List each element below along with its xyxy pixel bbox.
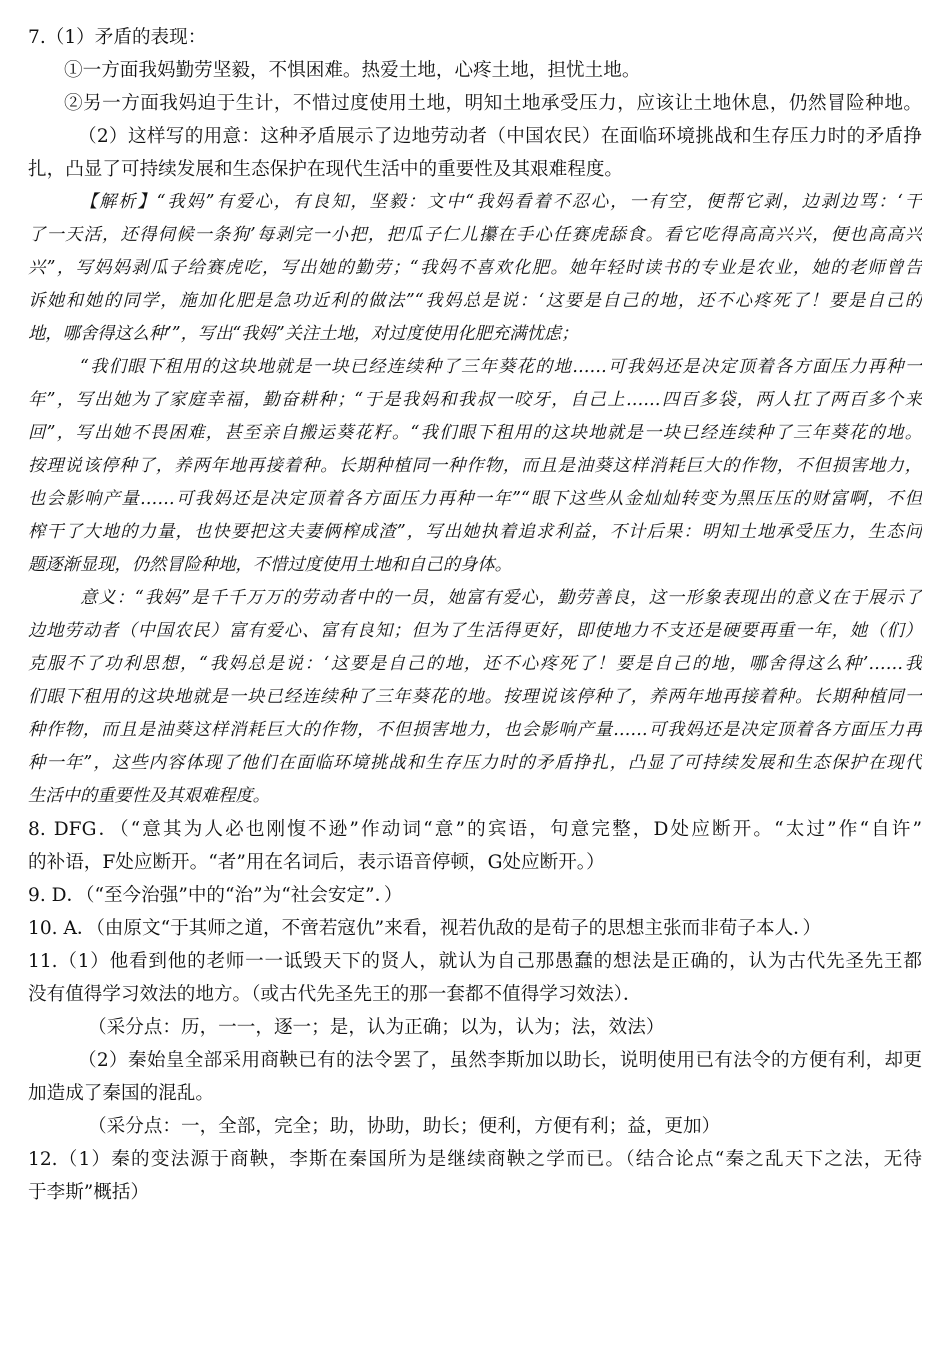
analysis-line: 边地劳动者（中国农民）富有爱心、富有良知；但为了生活得更好，即使地力不支还是硬要再重一年，她（们） xyxy=(28,621,922,641)
q11-line-2: 没有值得学习效法的地方。（或古代先圣先王的那一套都不值得学习效法）． xyxy=(28,984,642,1005)
analysis-line: 种一年”，这些内容体现了他们在面临环境挑战和生存压力时的矛盾挣扎，凸显了可持续发展和生态保护在现代 xyxy=(28,753,922,773)
q7-heading: 7.（1）矛盾的表现： xyxy=(28,27,207,48)
q8-line-1: 8. DFG．（“意其为人必也刚愎不逊”作动词“意”的宾语，句意完整，D处应断开。“太过”作“自许” xyxy=(28,819,922,840)
analysis-line: 意义：“我妈”是千千万万的劳动者中的一员，她富有爱心，勤劳善良，这一形象表现出的意义在于展示了 xyxy=(80,588,922,608)
question-9: 9. D．（“至今治强”中的“治”为“社会安定”．） xyxy=(28,885,403,906)
analysis-line: 克服不了功利思想，“我妈总是说：‘这要是自己的地，还不心疼死了！要是自己的地，哪舍得这么种’……我 xyxy=(28,654,922,674)
analysis-line: “我们眼下租用的这块地就是一块已经连续种了三年葵花的地……可我妈还是决定顶着各方面压力再种一 xyxy=(80,357,922,377)
q12-line-1: 12.（1）秦的变法源于商鞅，李斯在秦国所为是继续商鞅之学而已。（结合论点“秦之乱天下之法，无待 xyxy=(28,1149,922,1170)
analysis-line: 诉她和她的同学，施加化肥是急功近利的做法”“我妈总是说：‘这要是自己的地，还不心疼死了！要是自己的 xyxy=(28,291,922,311)
analysis-line: 种作物，而且是油葵这样消耗巨大的作物，不但损害地力，也会影响产量……可我妈还是决定顶着各方面压力再 xyxy=(28,720,922,740)
q12-line-2: 于李斯”概括） xyxy=(28,1182,150,1203)
q8-line-2: 的补语，F处应断开。“者”用在名词后，表示语音停顿，G处应断开。） xyxy=(28,852,605,873)
q7-point-2: ②另一方面我妈迫于生计，不惜过度使用土地，明知土地承受压力，应该让土地休息，仍然冒险种地。 xyxy=(64,93,922,114)
analysis-line: 兴”，写妈妈剥瓜子给赛虎吃，写出她的勤劳；“我妈不喜欢化肥。她年轻时读书的专业是农业，她的老师曾告 xyxy=(28,258,922,278)
question-7 xyxy=(28,26,922,181)
q11-line-3: （2）秦始皇全部采用商鞅已有的法令罢了，虽然李斯加以助长，说明使用已有法令的方便有利，却更 xyxy=(78,1050,922,1071)
analysis-line: 回”，写出她不畏困难，甚至亲自搬运葵花籽。“我们眼下租用的这块地就是一块已经连续种了三年葵花的地。 xyxy=(28,423,922,443)
question-11 xyxy=(28,950,922,1138)
question-10: 10. A．（由原文“于其师之道，不啻若寇仇”来看，视若仇敌的是荀子的思想主张而非荀子本人．） xyxy=(28,918,822,939)
analysis-line: 生活中的重要性及其艰难程度。 xyxy=(28,786,270,806)
q7-point-1: ①一方面我妈勤劳坚毅，不惧困难。热爱土地，心疼土地，担忧土地。 xyxy=(64,60,641,81)
q11-scoring-1: （采分点：历，一一，逐一；是，认为正确；以为，认为；法，效法） xyxy=(88,1017,665,1038)
q7-analysis xyxy=(28,191,922,808)
analysis-line: 榨干了大地的力量，也快要把这夫妻俩榨成渣”，写出她执着追求利益，不计后果：明知土地承受压力，生态问 xyxy=(28,522,922,542)
q11-line-4: 加造成了秦国的混乱。 xyxy=(28,1083,214,1104)
analysis-line: 按理说该停种了，养两年地再接着种。长期种植同一种作物，而且是油葵这样消耗巨大的作物，不但损害地力， xyxy=(28,456,922,476)
question-12 xyxy=(28,1148,922,1204)
analysis-line: 【解析】“我妈”有爱心，有良知，坚毅：文中“我妈看着不忍心，一有空，便帮它剥，边剥边骂：‘干 xyxy=(80,192,922,212)
question-8 xyxy=(28,818,922,874)
analysis-line: 地，哪舍得这么种’”，写出“我妈”关注土地，对过度使用化肥充满忧虑； xyxy=(28,324,579,344)
q7-purpose-line-1: （2）这样写的用意：这种矛盾展示了边地劳动者（中国农民）在面临环境挑战和生存压力时的矛盾挣 xyxy=(78,126,922,147)
analysis-line: 题逐渐显现，仍然冒险种地，不惜过度使用土地和自己的身体。 xyxy=(28,555,512,575)
q7-purpose-line-2: 扎，凸显了可持续发展和生态保护在现代生活中的重要性及其艰难程度。 xyxy=(28,159,624,180)
q11-scoring-2: （采分点：一，全部，完全；助，协助，助长；便利，方便有利；益，更加） xyxy=(88,1116,721,1137)
analysis-line: 也会影响产量……可我妈还是决定顶着各方面压力再种一年”“眼下这些从金灿灿转变为黑压压的财富啊，不但 xyxy=(28,489,922,509)
analysis-line: 了一天活，还得伺候一条狗’每剥完一小把，把瓜子仁儿攥在手心任赛虎舔食。看它吃得高高兴兴，便也高高兴 xyxy=(28,225,922,245)
analysis-line: 们眼下租用的这块地就是一块已经连续种了三年葵花的地。按理说该停种了，养两年地再接着种。长期种植同一 xyxy=(28,687,922,707)
q11-line-1: 11.（1）他看到他的老师一一诋毁天下的贤人，就认为自己那愚蠢的想法是正确的，认为古代先圣先王都 xyxy=(28,951,922,972)
analysis-line: 年”，写出她为了家庭幸福，勤奋耕种；“于是我妈和我叔一咬牙，自己上……四百多袋，两人扛了两百多个来 xyxy=(28,390,922,410)
